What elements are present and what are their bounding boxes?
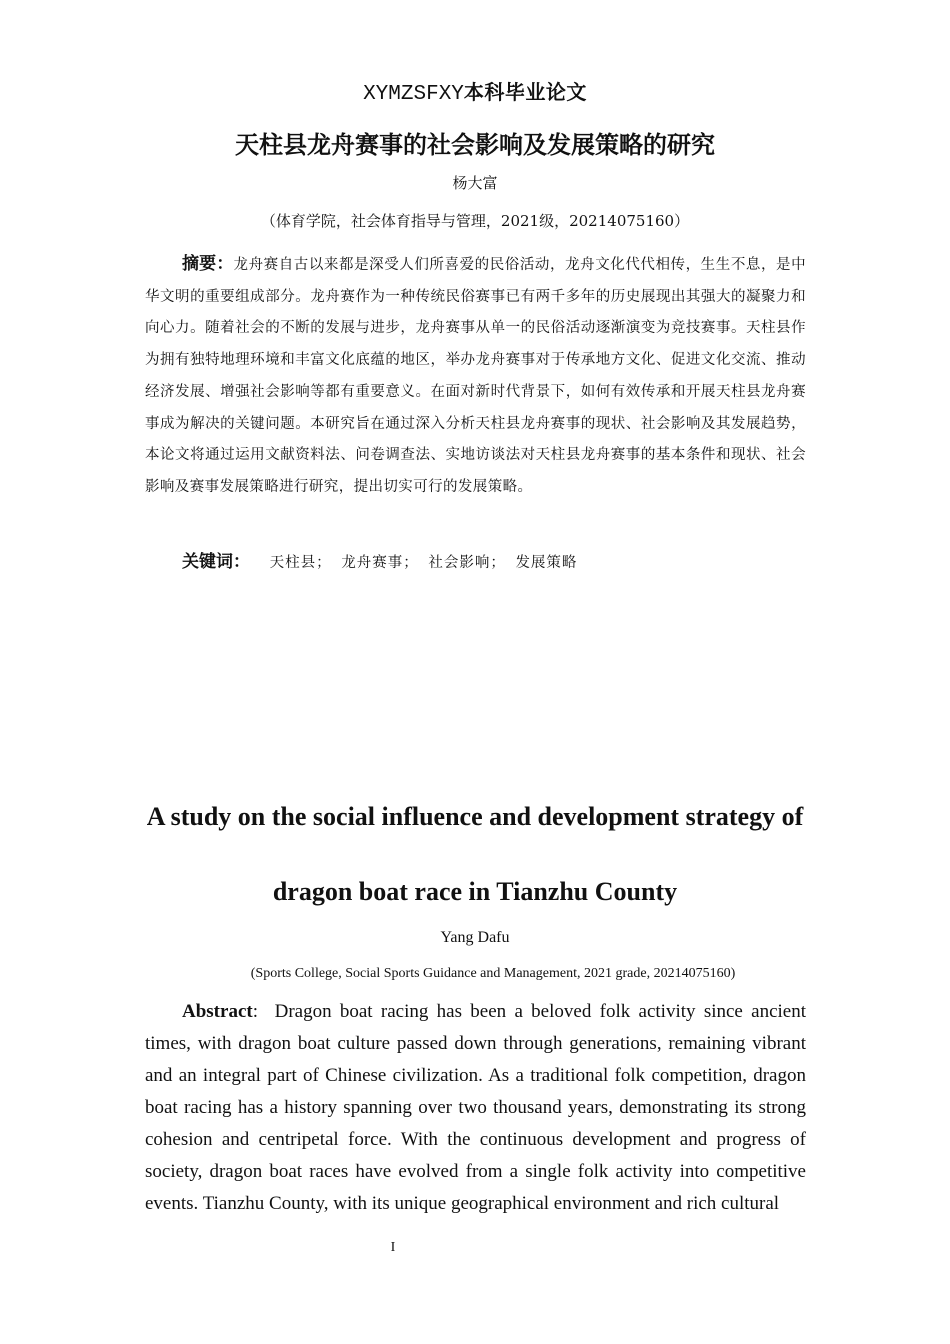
header-label: 本科毕业论文: [463, 80, 587, 104]
chinese-abstract-label: 摘要：: [182, 254, 234, 274]
chinese-abstract-text: 龙舟赛自古以来都是深受人们所喜爱的民俗活动，龙舟文化代代相传，生生不息，是中华文明的重要组成部分。龙舟赛作为一种传统民俗赛事已有两千多年的历史展现出其强大的凝聚力和向心力。随着社会的不断的发展与进步，龙舟赛事从单一的民俗活动逐渐演变为竞技赛事。天柱县作为拥有独特地理环境和丰富文化底蕴的地区，举办龙舟赛事对于传承地方文化、促进文化交流、推动经济发展、增强社会影响等都有重要意义。在面对新时代背景下，如何有效传承和开展天柱县龙舟赛事成为解决的关键问题。本研究旨在通过深入分析天柱县龙舟赛事的现状、社会影响及其发展趋势，本论文将通过运用文献资料法、问卷调查法、实地访谈法对天柱县龙舟赛事的基本条件和现状、社会影响及赛事发展策略进行研究，提出切实可行的发展策略。: [145, 257, 806, 495]
english-title: [0, 779, 950, 929]
english-abstract-text: Dragon boat racing has been a beloved folk activity since ancient times, with dragon boat culture passed down through generations, remaining vibrant and an integral part of Chinese civilization. As a traditional folk competition, dragon boat racing has a history spanning over two thousand years, demonstrating its strong cohesion and centripetal force. With the continuous development and progress of society, dragon boat races have evolved from a single folk activity into competitive events. Tianzhu County, with its unique geographical environment and rich cultural: [145, 1001, 807, 1214]
keyword: 社会影响；: [428, 555, 506, 571]
chinese-author: 杨大富: [452, 174, 498, 192]
english-affiliation: (Sports College, Social Sports Guidance and Management, 2021 grade, 20214075160): [250, 966, 736, 981]
english-abstract-label: Abstract: [182, 1001, 253, 1022]
english-title-line: dragon boat race in Tianzhu County: [272, 877, 678, 906]
english-abstract-separator: :: [252, 1001, 258, 1022]
page-header: [0, 76, 950, 106]
chinese-affiliation: （体育学院，社会体育指导与管理，2021级，20214075160）: [260, 212, 690, 230]
chinese-title: 天柱县龙舟赛事的社会影响及发展策略的研究: [235, 131, 715, 159]
chinese-keywords: [182, 547, 822, 572]
english-abstract: [145, 996, 806, 1220]
page-number: I: [390, 1240, 396, 1255]
header-code: XYMZSFXY: [363, 83, 464, 106]
english-title-line: A study on the social influence and development strategy of: [146, 802, 804, 831]
keyword: 天柱县；: [269, 555, 332, 571]
english-author: Yang Dafu: [440, 929, 510, 946]
keyword: 龙舟赛事；: [341, 555, 419, 571]
chinese-abstract: [145, 249, 806, 504]
keyword: 发展策略: [515, 555, 578, 571]
chinese-keywords-label: 关键词：: [182, 552, 250, 572]
